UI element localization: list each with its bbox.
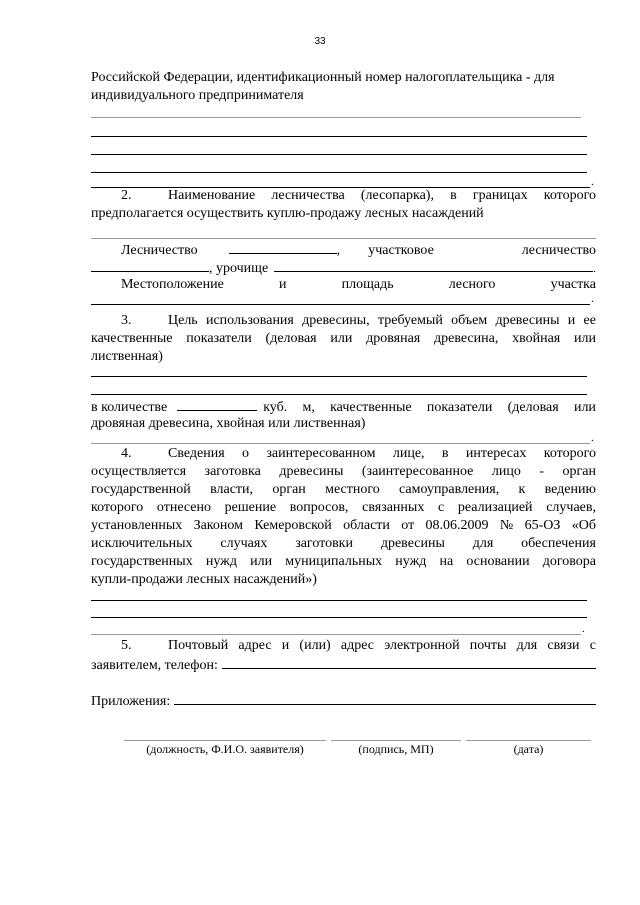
forestry-label: Лесничество (121, 243, 198, 258)
section-4-line-4: которого отнесено решение вопросов, связанных с реализацией случаев, (91, 500, 596, 515)
quantity-label: в количестве (91, 400, 168, 415)
section-4-line-3: государственной власти, орган местного самоуправления, к ведению (91, 482, 596, 497)
district-field[interactable] (91, 259, 209, 272)
section-4-line-6: исключительных случаях заготовки древесины для обеспечения (91, 536, 596, 551)
quantity-text: куб. м, качественные показатели (деловая или (263, 400, 596, 415)
blank-line[interactable] (91, 238, 596, 239)
contact-row (91, 656, 596, 674)
position-signature-line[interactable] (124, 740, 326, 741)
intro-line-2: индивидуального предпринимателя (91, 88, 304, 103)
section-4-number: 4. (121, 446, 132, 461)
section-5-heading: Почтовый адрес и (или) адрес электронной почты для связи с (168, 638, 596, 653)
tract-row: , урочище . (91, 259, 596, 277)
section-3-heading: Цель использования древесины, требуемый объем древесины и ее (168, 313, 596, 328)
date-caption: (дата) (513, 742, 544, 756)
forestry-row: Лесничество , участковое лесничество (121, 243, 596, 258)
section-4-line-5: установленных Законом Кемеровской области от 08.06.2009 № 65-ОЗ «Об (91, 518, 596, 533)
blank-line[interactable] (91, 154, 587, 155)
section-3-number: 3. (121, 313, 132, 328)
section-4-line-2: осуществляется заготовка древесины (заинтересованное лицо - орган (91, 464, 596, 479)
attachments-label: Приложения: (91, 694, 171, 709)
section-2-line-2: предполагается осуществить куплю-продажу лесных насаждений (91, 206, 484, 221)
blank-line[interactable] (91, 600, 587, 601)
blank-line[interactable] (91, 136, 587, 137)
blank-line[interactable] (91, 394, 587, 395)
forestry-field[interactable] (229, 241, 337, 254)
section-5-number: 5. (121, 638, 132, 653)
blank-line[interactable] (91, 172, 587, 173)
blank-line[interactable] (91, 617, 587, 618)
position-caption: (должность, Ф.И.О. заявителя) (146, 742, 304, 756)
quantity-line-2: дровяная древесина, хвойная или лиственная) (91, 416, 366, 431)
section-4-heading: Сведения о заинтересованном лице, в интересах которого (168, 446, 596, 461)
section-4-line-7: государственных нужд или муниципальных нужд на основании договора (91, 554, 596, 569)
attachments-row (91, 692, 596, 710)
contact-field[interactable] (222, 656, 596, 669)
tract-field[interactable] (274, 259, 593, 272)
sign-line[interactable] (331, 740, 461, 741)
location-row (91, 277, 596, 293)
tract-label: , урочище (209, 261, 269, 276)
location-label: Местоположение и площадь лесного участка (121, 277, 596, 292)
contact-label: заявителем, телефон: (91, 658, 218, 673)
page-number: 33 (314, 36, 326, 47)
blank-line[interactable] (91, 117, 581, 118)
blank-line[interactable] (91, 376, 587, 377)
section-4-line-1 (91, 446, 596, 462)
section-3-line-1 (91, 313, 596, 329)
location-field[interactable] (91, 304, 590, 305)
district-label: участковое (368, 243, 434, 258)
attachments-field[interactable] (174, 692, 596, 705)
blank-line[interactable] (91, 634, 581, 635)
section-3-line-2: качественные показатели (деловая или дровяная древесина, хвойная или (91, 331, 596, 346)
intro-line-1: Российской Федерации, идентификационный номер налогоплательщика - для (91, 70, 555, 85)
section-2-line-1 (91, 188, 596, 204)
sign-caption: (подпись, МП) (358, 742, 434, 756)
section-4-line-8: купли-продажи лесных насаждений») (91, 572, 317, 587)
date-line[interactable] (466, 740, 591, 741)
quantity-row (91, 398, 596, 416)
section-5-line-1 (91, 638, 596, 654)
quantity-field[interactable] (177, 398, 257, 411)
section-3-line-3: лиственная) (91, 349, 163, 364)
section-2-heading: Наименование лесничества (лесопарка), в границах которого (168, 188, 596, 203)
blank-line[interactable] (91, 443, 590, 444)
section-2-number: 2. (121, 188, 132, 203)
